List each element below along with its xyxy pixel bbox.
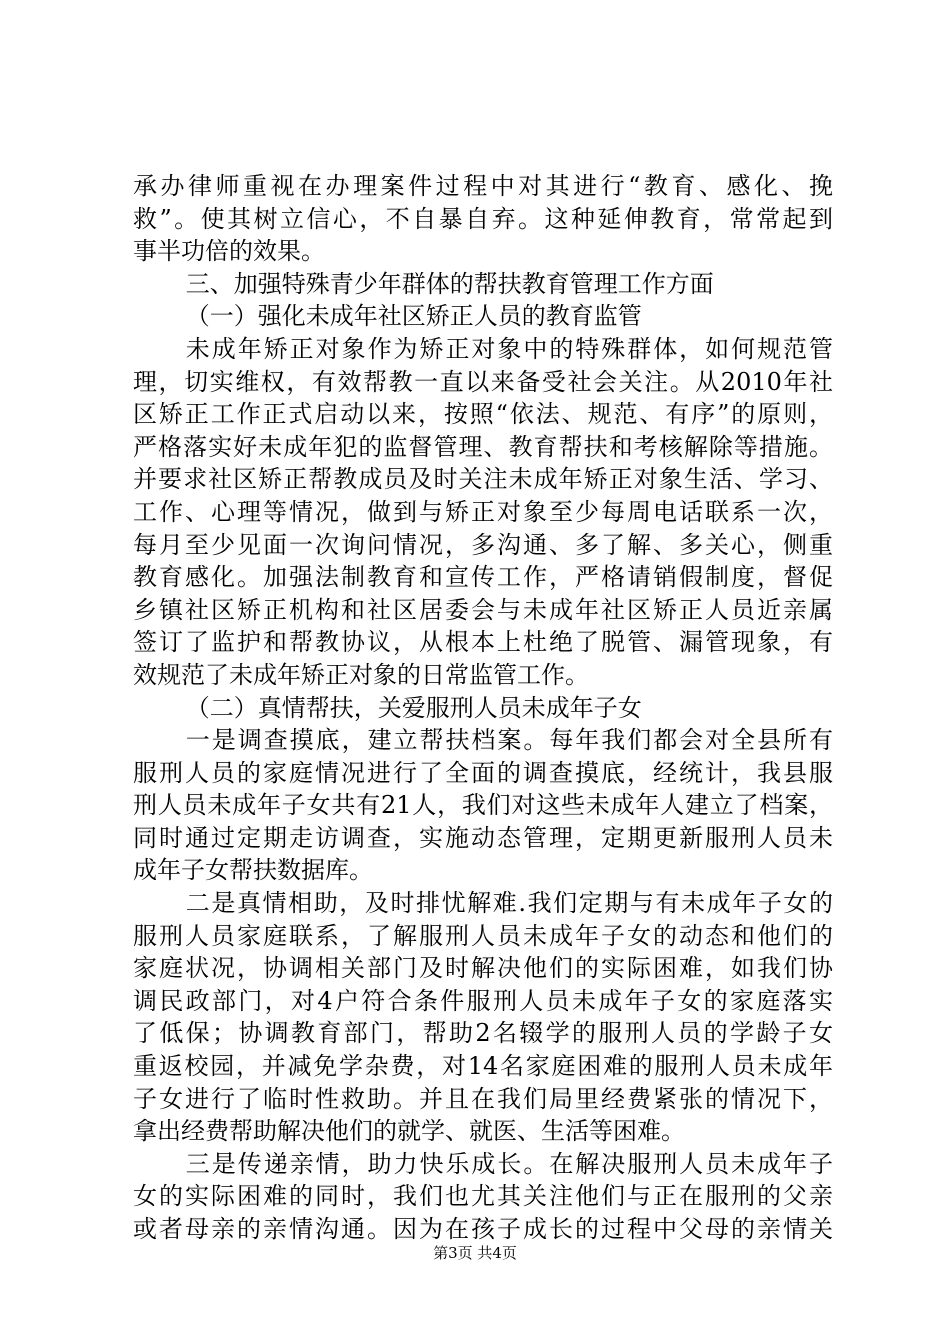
text-line: 理，切实维权，有效帮教一直以来备受社会关注。从2010年社: [133, 367, 833, 396]
text-line: 每月至少见面一次询问情况，多沟通、多了解、多关心，侧重: [133, 530, 833, 559]
text-line: （二）真情帮扶，关爱服刑人员未成年子女: [185, 693, 642, 722]
text-line: 重返校园，并减免学杂费，对14名家庭困难的服刑人员未成年: [133, 1052, 833, 1081]
text-line: 教育感化。加强法制教育和宣传工作，严格请销假制度，督促: [133, 563, 833, 592]
text-line: 救”。使其树立信心，不自暴自弃。这种延伸教育，常常起到: [133, 204, 833, 233]
text-line: 拿出经费帮助解决他们的就学、就医、生活等困难。: [133, 1117, 685, 1146]
text-line: 乡镇社区矫正机构和社区居委会与未成年社区矫正人员近亲属: [133, 595, 833, 624]
text-line: 调民政部门，对4户符合条件服刑人员未成年子女的家庭落实: [133, 986, 833, 1015]
text-line: 家庭状况，协调相关部门及时解决他们的实际困难，如我们协: [133, 954, 833, 983]
text-line: 事半功倍的效果。: [133, 237, 325, 266]
text-line: 一是调查摸底，建立帮扶档案。每年我们都会对全县所有: [185, 726, 833, 755]
text-line: 女的实际困难的同时，我们也尤其关注他们与正在服刑的父亲: [133, 1182, 833, 1211]
page-footer: 第3页 共4页: [433, 1244, 517, 1262]
text-line: 三、加强特殊青少年群体的帮扶教育管理工作方面: [185, 269, 714, 298]
text-line: 二是真情相助，及时排忧解难.我们定期与有未成年子女的: [185, 889, 833, 918]
text-line: 刑人员未成年子女共有21人，我们对这些未成年人建立了档案，: [133, 791, 833, 820]
text-line: 严格落实好未成年犯的监督管理、教育帮扶和考核解除等措施。: [133, 432, 833, 461]
text-line: 工作、心理等情况，做到与矫正对象至少每周电话联系一次，: [133, 497, 833, 526]
document-body: [133, 170, 833, 1246]
text-line: 三是传递亲情，助力快乐成长。在解决服刑人员未成年子: [185, 1149, 833, 1178]
text-line: 同时通过定期走访调查，实施动态管理，定期更新服刑人员未: [133, 823, 833, 852]
text-line: 未成年矫正对象作为矫正对象中的特殊群体，如何规范管: [185, 334, 833, 363]
text-line: 了低保；协调教育部门，帮助2名辍学的服刑人员的学龄子女: [133, 1019, 833, 1048]
text-line: 子女进行了临时性救助。并且在我们局里经费紧张的情况下，: [133, 1084, 833, 1113]
text-line: 成年子女帮扶数据库。: [133, 856, 373, 885]
text-line: 并要求社区矫正帮教成员及时关注未成年矫正对象生活、学习、: [133, 465, 833, 494]
text-line: 承办律师重视在办理案件过程中对其进行“教育、感化、挽: [133, 172, 833, 200]
text-line: 或者母亲的亲情沟通。因为在孩子成长的过程中父母的亲情关: [133, 1215, 833, 1243]
text-line: 签订了监护和帮教协议，从根本上杜绝了脱管、漏管现象，有: [133, 628, 833, 657]
text-line: 服刑人员家庭联系，了解服刑人员未成年子女的动态和他们的: [133, 921, 833, 950]
text-line: 效规范了未成年矫正对象的日常监管工作。: [133, 660, 589, 689]
text-line: （一）强化未成年社区矫正人员的教育监管: [185, 302, 642, 331]
text-line: 服刑人员的家庭情况进行了全面的调查摸底，经统计，我县服: [133, 758, 833, 787]
text-line: 区矫正工作正式启动以来，按照“依法、规范、有序”的原则，: [133, 400, 833, 429]
